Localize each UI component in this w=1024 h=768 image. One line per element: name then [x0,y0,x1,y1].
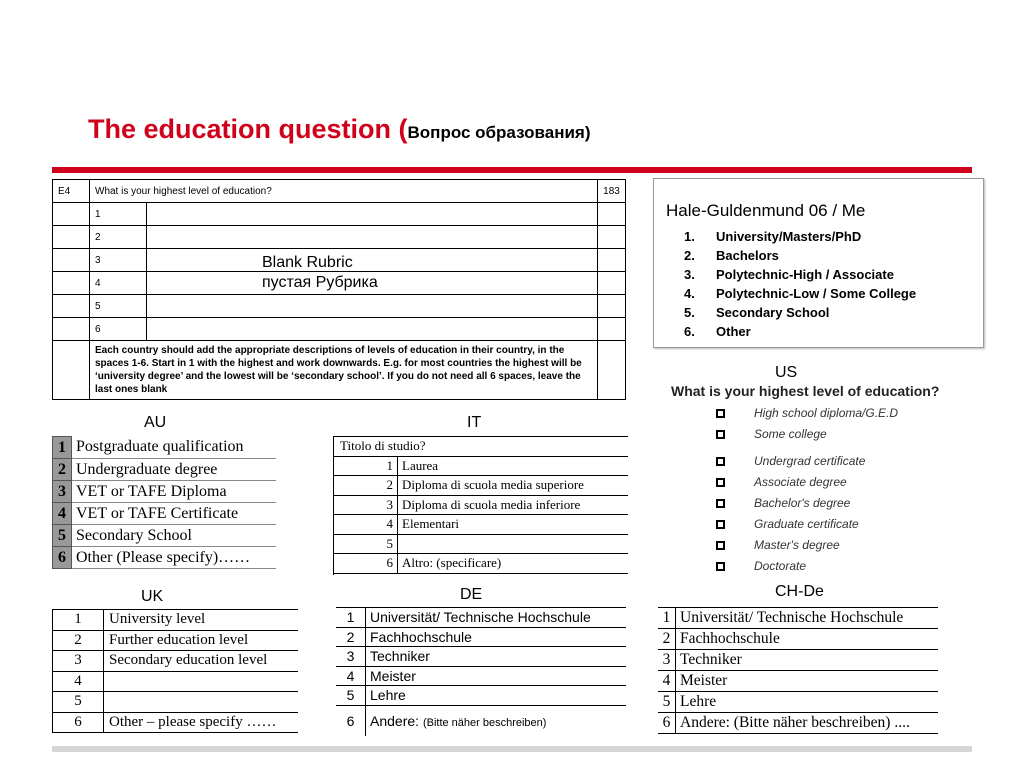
de-row [336,666,626,686]
au-row-num: 4 [53,503,72,525]
ch-row [658,671,938,692]
it-row-num: 6 [333,554,398,574]
de-table [336,607,626,736]
blank-rubric-ru: пустая Рубрика [262,274,378,291]
hale-heading: Hale-Guldenmund 06 / Me [666,201,866,220]
e4-code: E4 [53,180,90,203]
au-row-text: Secondary School [72,525,277,547]
ch-row-text: Techniker [676,650,939,671]
ch-row [658,629,938,650]
uk-row [53,610,299,631]
it-row-text: Altro: (specificare) [398,554,629,574]
uk-row-text [104,671,299,692]
hale-item-num: 1. [684,229,695,244]
au-row [53,547,277,569]
checkbox-icon[interactable] [716,499,725,508]
hale-item [684,322,916,341]
de-row-text [366,705,627,736]
ch-row [658,713,938,734]
de-label: DE [460,586,483,603]
uk-row-num: 6 [53,712,104,733]
it-row-text: Diploma di scuola media inferiore [398,495,629,515]
au-row [53,503,277,525]
au-row [53,437,277,459]
uk-row-text: Secondary education level [104,651,299,672]
de-row-num: 5 [336,686,366,706]
us-option-text: Undergrad certificate [754,454,866,468]
au-row-num: 6 [53,547,72,569]
us-option-text: Doctorate [754,559,807,573]
hale-item-text: University/Masters/PhD [716,229,862,244]
it-row-num: 3 [333,495,398,515]
it-row-num: 5 [333,534,398,554]
blank-rubric-label [262,253,378,293]
it-row [333,495,628,515]
au-row-text: Undergraduate degree [72,459,277,481]
it-row [333,476,628,496]
e4-row [53,295,626,318]
e4-ref: 183 [598,180,626,203]
de-row-text: Fachhochschule [366,627,627,647]
au-row-text: VET or TAFE Diploma [72,481,277,503]
uk-row-text: University level [104,610,299,631]
uk-table [52,609,298,733]
it-row-num: 1 [333,456,398,476]
uk-row [53,692,299,713]
ch-label: CH-De [775,583,824,600]
uk-row [53,671,299,692]
it-row [333,534,628,554]
title-divider [52,167,972,173]
e4-row-num: 2 [90,226,147,249]
uk-row [53,630,299,651]
us-option-text: Bachelor's degree [754,496,851,510]
hale-item-text: Secondary School [716,305,830,320]
de-other-note: (Bitte näher beschreiben) [422,716,547,729]
e4-row-num: 1 [90,203,147,226]
au-row-text: Other (Please specify)…… [72,547,277,569]
hale-item-num: 3. [684,267,695,282]
e4-header-row [53,180,626,203]
e4-row-num: 5 [90,295,147,318]
au-row-text: VET or TAFE Certificate [72,503,277,525]
de-row [336,686,626,706]
us-option-text: High school diploma/G.E.D [754,406,899,420]
de-row-text: Universität/ Technische Hochschule [366,608,627,628]
au-row-num: 2 [53,459,72,481]
it-row-text: Elementari [398,515,629,535]
hale-item-num: 6. [684,324,695,339]
uk-row-num: 1 [53,610,104,631]
de-row-text: Meister [366,666,627,686]
au-row-text: Postgraduate qualification [72,437,277,459]
ch-row-num: 4 [658,671,676,692]
de-row-text: Lehre [366,686,627,706]
e4-row-num: 3 [90,249,147,272]
it-row [333,515,628,535]
hale-item-text: Polytechnic-Low / Some College [716,286,917,301]
checkbox-icon[interactable] [716,562,725,571]
it-table [333,436,628,574]
ch-row-num: 5 [658,692,676,713]
blank-rubric-en: Blank Rubric [262,254,353,271]
us-option-text: Associate degree [754,475,847,489]
e4-note-row [53,341,626,400]
it-row-text: Laurea [398,456,629,476]
au-row-num: 5 [53,525,72,547]
ch-row-num: 3 [658,650,676,671]
ch-row [658,692,938,713]
ch-row-num: 2 [658,629,676,650]
it-row [333,554,628,574]
e4-row-num: 6 [90,318,147,341]
it-row-text [398,534,629,554]
ch-row-text: Andere: (Bitte näher beschreiben) .... [676,713,939,734]
au-row [53,525,277,547]
slide-title-main: The education question ( [88,114,408,144]
e4-row [53,203,626,226]
ch-row [658,608,938,629]
de-other-label: Andere: [370,712,420,729]
e4-question: What is your highest level of education? [90,180,598,203]
de-row [336,627,626,647]
ch-row-text: Lehre [676,692,939,713]
hale-item [684,246,916,265]
slide-title-russian: Вопрос образования) [407,123,591,142]
us-option-text: Some college [754,427,827,441]
us-option-text: Master's degree [754,538,840,552]
hale-item-num: 2. [684,248,695,263]
hale-item-text: Polytechnic-High / Associate [716,267,894,282]
de-row-text: Techniker [366,647,627,667]
au-row [53,481,277,503]
uk-row-text: Other – please specify …… [104,712,299,733]
checkbox-icon[interactable] [716,457,725,466]
slide-title [88,114,591,145]
uk-row [53,651,299,672]
e4-instructions: Each country should add the appropriate descriptions of levels of education in their country, in the spaces 1-6. Start in 1 with the highest and work downwards. E.g. for most countries the highest will be ‘university degree’ and the lowest will be ‘secondary school’. If you do not need all 6 spaces, leave the last ones blank [90,341,598,400]
uk-label: UK [141,588,164,605]
hale-item [684,303,916,322]
de-row-num: 2 [336,627,366,647]
hale-item-text: Bachelors [716,248,779,263]
checkbox-icon[interactable] [716,409,725,418]
ch-row-text: Meister [676,671,939,692]
us-question: What is your highest level of education? [671,383,940,399]
ch-row [658,650,938,671]
uk-row-num: 3 [53,651,104,672]
e4-row-num: 4 [90,272,147,295]
uk-row-num: 5 [53,692,104,713]
hale-list [684,227,916,341]
au-table [52,436,276,569]
ch-row-text: Fachhochschule [676,629,939,650]
it-row-num: 4 [333,515,398,535]
it-row [333,456,628,476]
it-row-num: 2 [333,476,398,496]
de-row [336,608,626,628]
checkbox-icon[interactable] [716,541,725,550]
it-header-row [333,437,628,457]
de-row-num: 4 [336,666,366,686]
hale-item-num: 5. [684,305,695,320]
footer-divider [52,746,972,752]
uk-row-num: 4 [53,671,104,692]
au-row-num: 3 [53,481,72,503]
hale-item [684,227,916,246]
hale-item-text: Other [716,324,751,339]
uk-row-text [104,692,299,713]
uk-row [53,712,299,733]
de-row [336,647,626,667]
checkbox-icon[interactable] [716,478,725,487]
it-header: Titolo di studio? [333,437,628,457]
de-row-num: 1 [336,608,366,628]
de-row [336,705,626,736]
ch-row-num: 1 [658,608,676,629]
ch-table [658,607,938,734]
hale-item [684,265,916,284]
au-label: AU [144,414,167,431]
checkbox-icon[interactable] [716,430,725,439]
ch-row-text: Universität/ Technische Hochschule [676,608,939,629]
ch-row-num: 6 [658,713,676,734]
au-row-num: 1 [53,437,72,459]
hale-item [684,284,916,303]
e4-row [53,226,626,249]
it-label: IT [467,414,482,431]
e4-row [53,318,626,341]
checkbox-icon[interactable] [716,520,725,529]
it-row-text: Diploma di scuola media superiore [398,476,629,496]
hale-item-num: 4. [684,286,695,301]
au-row [53,459,277,481]
hale-guldenmund-box [653,178,984,348]
uk-row-num: 2 [53,630,104,651]
de-row-num: 3 [336,647,366,667]
us-label: US [775,364,798,381]
uk-row-text: Further education level [104,630,299,651]
de-row-num: 6 [336,705,366,736]
us-option-text: Graduate certificate [754,517,859,531]
